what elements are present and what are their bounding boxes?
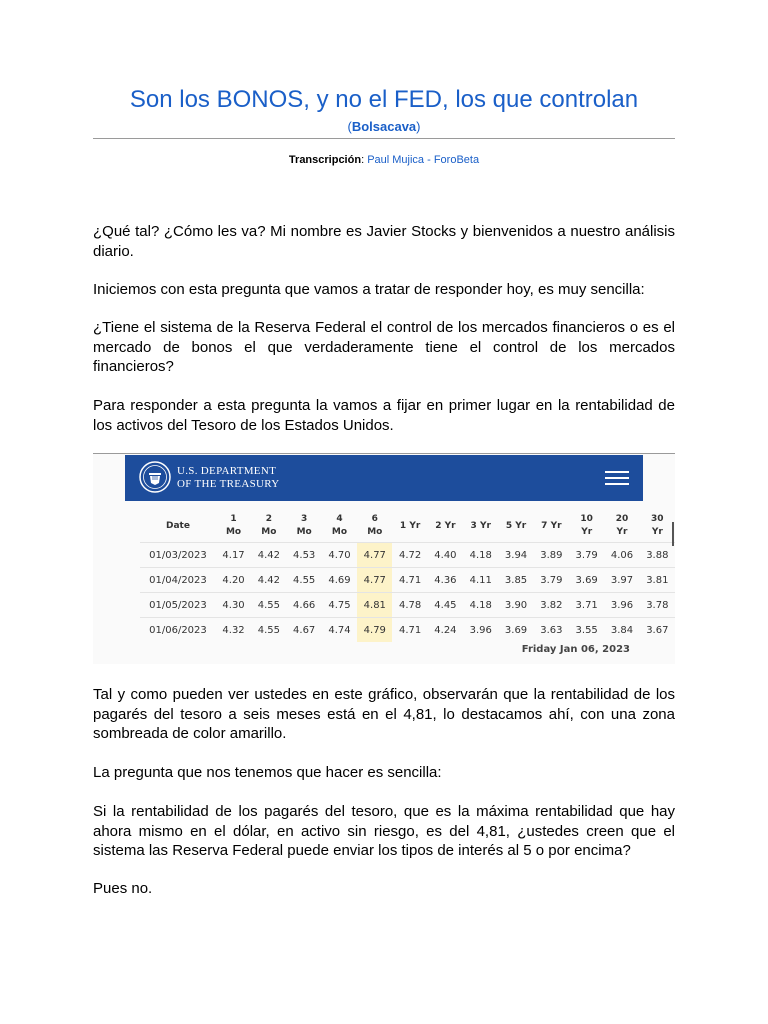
column-header bbox=[498, 510, 533, 543]
title-divider bbox=[93, 138, 675, 139]
table-cell-rate: 4.30 bbox=[216, 593, 251, 618]
table-row bbox=[140, 568, 675, 593]
table-cell-rate: 3.84 bbox=[604, 618, 639, 643]
table-cell-rate: 4.55 bbox=[251, 593, 286, 618]
column-header-line-1: 2 bbox=[265, 514, 272, 524]
paragraph-6: La pregunta que nos tenemos que hacer es sencilla: bbox=[93, 764, 442, 781]
table-cell-rate: 4.77 bbox=[357, 543, 392, 568]
table-cell-rate: 3.55 bbox=[569, 618, 604, 643]
column-header-line-1: 3 Yr bbox=[470, 520, 491, 531]
subtitle-paren-close: ) bbox=[416, 119, 421, 134]
table-cell-rate: 4.40 bbox=[428, 543, 463, 568]
column-header bbox=[534, 510, 569, 543]
table-cell-rate: 4.06 bbox=[604, 543, 639, 568]
column-header-line-2: Mo bbox=[296, 527, 312, 537]
table-cell-rate: 3.85 bbox=[498, 568, 533, 593]
column-header-line-1: 30 bbox=[651, 514, 664, 524]
table-cell-date: 01/04/2023 bbox=[140, 568, 216, 593]
table-cell-rate: 4.18 bbox=[463, 543, 498, 568]
column-header bbox=[251, 510, 286, 543]
column-header-line-1: Date bbox=[165, 520, 190, 531]
table-cell-rate: 3.79 bbox=[534, 568, 569, 593]
column-header-line-2: Yr bbox=[651, 527, 663, 537]
table-row bbox=[140, 543, 675, 568]
document-title: Son los BONOS, y no el FED, los que controlan bbox=[129, 86, 639, 113]
treasury-department-name bbox=[177, 465, 280, 491]
table-cell-rate: 3.63 bbox=[534, 618, 569, 643]
dept-line-2: OF THE TREASURY bbox=[177, 478, 280, 490]
column-header-line-1: 6 bbox=[371, 514, 378, 524]
table-cell-rate: 4.45 bbox=[428, 593, 463, 618]
column-header bbox=[640, 510, 675, 543]
table-cell-rate: 4.75 bbox=[322, 593, 357, 618]
table-cell-rate: 4.42 bbox=[251, 568, 286, 593]
column-header-line-2: Yr bbox=[581, 527, 593, 537]
column-header-line-1: 10 bbox=[580, 514, 593, 524]
paragraph-5: Tal y como pueden ver ustedes en este gráfico, observarán que la rentabilidad de los pagarés del tesoro a seis meses está en el 4,81, lo destacamos ahí, con una zona sombreada de color amarillo. bbox=[93, 686, 675, 742]
column-header-date bbox=[140, 510, 216, 543]
table-cell-rate: 3.78 bbox=[640, 593, 675, 618]
table-cell-rate: 4.77 bbox=[357, 568, 392, 593]
column-header-line-1: 4 bbox=[336, 514, 343, 524]
table-cell-rate: 4.17 bbox=[216, 543, 251, 568]
column-header-line-2: Mo bbox=[225, 527, 242, 537]
table-cell-rate: 3.94 bbox=[498, 543, 533, 568]
column-header-line-1: 5 Yr bbox=[505, 520, 527, 531]
table-row bbox=[140, 593, 675, 618]
column-header bbox=[322, 510, 357, 543]
table-cell-rate: 4.81 bbox=[357, 593, 392, 618]
subtitle-paren-open: ( bbox=[347, 119, 352, 134]
treasury-banner bbox=[125, 455, 643, 501]
column-header bbox=[428, 510, 463, 543]
table-cell-rate: 4.36 bbox=[428, 568, 463, 593]
column-header-line-2: Mo bbox=[331, 527, 348, 537]
table-cell-rate: 4.55 bbox=[287, 568, 322, 593]
table-cell-rate: 3.79 bbox=[569, 543, 604, 568]
paragraph-7: Si la rentabilidad de los pagarés del tesoro, que es la máxima rentabilidad que hay ahora mismo en el dólar, en activo sin riesgo, es del 4,81, ¿ustedes creen que el sistema las Reserva Federal puede enviar los tipos de interés al 5 o por encima? bbox=[93, 803, 675, 859]
column-header bbox=[287, 510, 322, 543]
table-cell-rate: 3.71 bbox=[569, 593, 604, 618]
table-cell-rate: 4.11 bbox=[463, 568, 498, 593]
table-cell-date: 01/06/2023 bbox=[140, 618, 216, 643]
paragraph-8: Pues no. bbox=[93, 880, 153, 897]
table-cell-rate: 4.55 bbox=[251, 618, 286, 643]
treasury-seal-icon bbox=[139, 461, 171, 493]
table-cell-rate: 3.89 bbox=[534, 543, 569, 568]
table-cell-rate: 4.69 bbox=[322, 568, 357, 593]
source-name: Bolsacava bbox=[351, 119, 417, 134]
credit-separator: : bbox=[361, 154, 368, 166]
table-cell-rate: 4.53 bbox=[287, 543, 322, 568]
paragraph-2: Iniciemos con esta pregunta que vamos a tratar de responder hoy, es muy sencilla: bbox=[93, 281, 645, 298]
credit-dash: - bbox=[424, 154, 434, 166]
table-cell-rate: 4.18 bbox=[463, 593, 498, 618]
paragraph-3: ¿Tiene el sistema de la Reserva Federal el control de los mercados financieros o es el mercado de bonos el que verdaderamente tiene el control de los mercados financieros? bbox=[93, 319, 675, 375]
table-cell-rate: 3.67 bbox=[640, 618, 675, 643]
column-header-line-2: Yr bbox=[616, 527, 628, 537]
table-cell-rate: 3.97 bbox=[604, 568, 639, 593]
column-header-line-2: Mo bbox=[367, 527, 383, 537]
column-header-line-1: 20 bbox=[615, 514, 629, 524]
column-header-line-1: 3 bbox=[301, 514, 308, 524]
table-cell-rate: 4.71 bbox=[392, 618, 427, 643]
table-header-row bbox=[140, 510, 675, 543]
column-header-line-1: 2 Yr bbox=[435, 520, 456, 531]
treasury-rates-figure bbox=[93, 453, 675, 664]
transcription-credit bbox=[0, 154, 768, 166]
hamburger-menu-icon[interactable] bbox=[605, 471, 629, 485]
table-cell-rate: 4.72 bbox=[392, 543, 427, 568]
table-cell-rate: 4.66 bbox=[287, 593, 322, 618]
paragraph-1: ¿Qué tal? ¿Cómo les va? Mi nombre es Javier Stocks y bienvenidos a nuestro análisis diario. bbox=[93, 223, 675, 260]
table-cell-rate: 4.79 bbox=[357, 618, 392, 643]
table-cell-rate: 3.69 bbox=[498, 618, 533, 643]
table-cell-rate: 4.32 bbox=[216, 618, 251, 643]
table-cell-rate: 3.82 bbox=[534, 593, 569, 618]
table-cell-rate: 4.74 bbox=[322, 618, 357, 643]
paragraph-4: Para responder a esta pregunta la vamos a fijar en primer lugar en la rentabilidad de los activos del Tesoro de los Estados Unidos. bbox=[93, 397, 675, 434]
column-header-line-2: Mo bbox=[261, 527, 277, 537]
column-header bbox=[392, 510, 427, 543]
table-cell-rate: 3.81 bbox=[640, 568, 675, 593]
table-cell-rate: 4.42 bbox=[251, 543, 286, 568]
table-cell-rate: 3.96 bbox=[604, 593, 639, 618]
table-cell-date: 01/03/2023 bbox=[140, 543, 216, 568]
credit-label: Transcripción bbox=[288, 154, 362, 166]
figure-date-caption: Friday Jan 06, 2023 bbox=[521, 644, 630, 655]
table-cell-rate: 3.69 bbox=[569, 568, 604, 593]
document-subtitle bbox=[0, 119, 768, 134]
table-cell-rate: 4.70 bbox=[322, 543, 357, 568]
column-header bbox=[569, 510, 604, 543]
table-row bbox=[140, 618, 675, 643]
table-cell-rate: 4.67 bbox=[287, 618, 322, 643]
table-cell-rate: 3.88 bbox=[640, 543, 675, 568]
column-header-line-1: 7 Yr bbox=[541, 520, 562, 531]
column-header bbox=[357, 510, 392, 543]
column-header-line-1: 1 bbox=[230, 514, 237, 524]
credit-site: ForoBeta bbox=[433, 154, 480, 166]
table-cell-rate: 3.90 bbox=[498, 593, 533, 618]
table-cell-rate: 4.71 bbox=[392, 568, 427, 593]
credit-author: Paul Mujica bbox=[367, 154, 425, 166]
column-header-line-1: 1 Yr bbox=[399, 520, 421, 531]
column-header bbox=[604, 510, 639, 543]
column-header bbox=[216, 510, 251, 543]
dept-line-1: U.S. DEPARTMENT bbox=[177, 465, 277, 477]
table-cell-rate: 4.24 bbox=[428, 618, 463, 643]
table-cell-rate: 3.96 bbox=[463, 618, 498, 643]
table-cell-rate: 4.78 bbox=[392, 593, 427, 618]
table-scrollbar[interactable] bbox=[672, 522, 674, 546]
table-cell-date: 01/05/2023 bbox=[140, 593, 216, 618]
table-cell-rate: 4.20 bbox=[216, 568, 251, 593]
treasury-yield-table bbox=[140, 510, 675, 642]
column-header bbox=[463, 510, 498, 543]
